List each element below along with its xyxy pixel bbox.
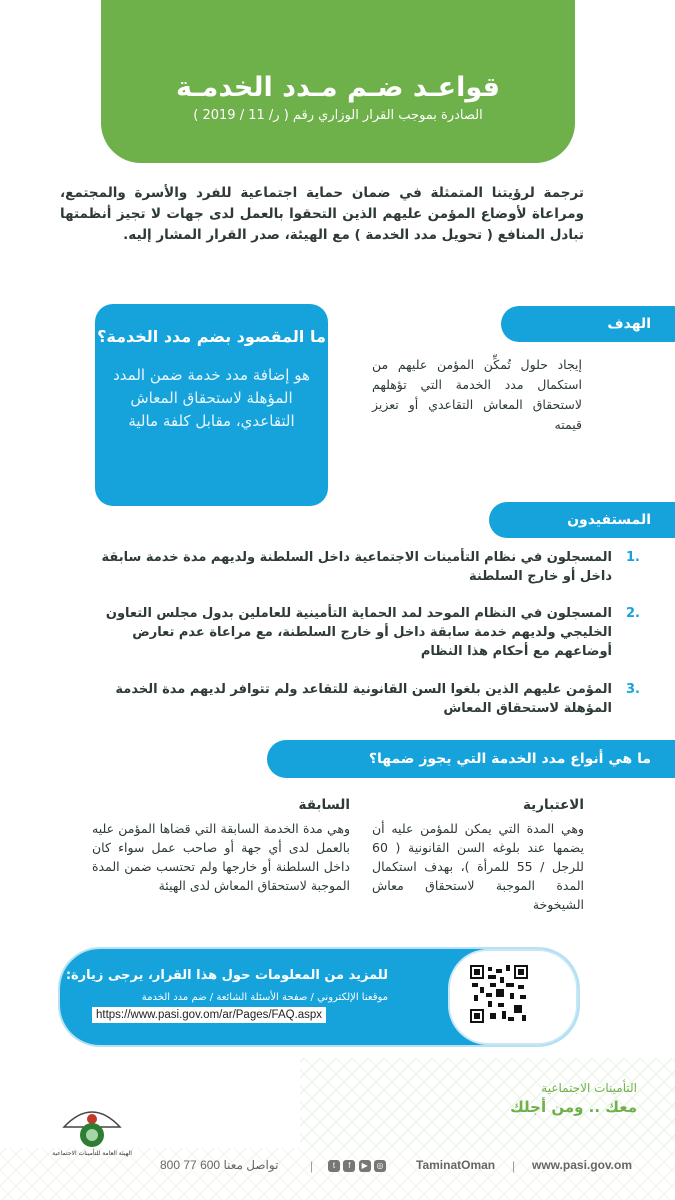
page-title: قواعـد ضـم مـدد الخدمـة bbox=[176, 72, 500, 103]
separator: | bbox=[310, 1159, 314, 1173]
notional-period bbox=[372, 796, 584, 914]
faq-link[interactable]: https://www.pasi.gov.om/ar/Pages/FAQ.aspx bbox=[92, 1007, 326, 1023]
beneficiary-item bbox=[92, 604, 640, 661]
separator: | bbox=[512, 1159, 516, 1173]
beneficiary-text: المؤمن عليهم الذين بلغوا السن القانونية للتقاعد ولم تتوافر لديهم مدة الخدمة المؤهلة لاستحقاق المعاش bbox=[115, 682, 612, 716]
twitter-icon[interactable]: t bbox=[328, 1160, 340, 1172]
goal-tab bbox=[501, 306, 675, 342]
beneficiaries-tab-label: المستفيدون bbox=[567, 512, 651, 528]
qr-code[interactable] bbox=[470, 965, 528, 1023]
slogan: معك .. ومن أجلك bbox=[510, 1098, 637, 1116]
website-link[interactable]: www.pasi.gov.om bbox=[532, 1158, 633, 1172]
callout-question: ما المقصود بضم مدد الخدمة؟ bbox=[97, 327, 326, 346]
pasi-logo bbox=[52, 1097, 132, 1161]
previous-period bbox=[92, 796, 350, 895]
header-banner bbox=[101, 0, 575, 163]
more-info-title: للمزيد من المعلومات حول هذا القرار، يرجى زيارة: bbox=[65, 968, 388, 983]
logo-caption: الهيئة العامة للتأمينات الاجتماعية bbox=[52, 1150, 132, 1157]
youtube-icon[interactable]: ▶ bbox=[359, 1160, 371, 1172]
instagram-icon[interactable]: ◎ bbox=[374, 1160, 386, 1172]
more-info-path: موقعنا الإلكتروني / صفحة الأسئلة الشائعة / ضم مدد الخدمة bbox=[141, 992, 388, 1003]
goal-tab-label: الهدف bbox=[607, 316, 651, 332]
social-icons bbox=[328, 1158, 386, 1172]
beneficiary-item bbox=[92, 548, 640, 586]
facebook-icon[interactable]: f bbox=[343, 1160, 355, 1172]
contact-phone[interactable]: تواصل معنا 600 77 800 bbox=[160, 1158, 279, 1172]
previous-text: وهي مدة الخدمة السابقة التي قضاها المؤمن عليه بالعمل لدى أي جهة أو صاحب عمل سواء كان داخل السلطنة أو خارجها ولم تحتسب ضمن المدة الموجبة لاستحقاق المعاش لدى الهيئة bbox=[92, 821, 350, 893]
beneficiary-number: .3 bbox=[626, 682, 640, 697]
types-tab bbox=[267, 740, 675, 778]
beneficiary-text: المسجلون في نظام التأمينات الاجتماعية داخل السلطنة ولديهم مدة خدمة سابقة داخل أو خارج السلطنة bbox=[101, 550, 612, 584]
org-name: التأمينات الاجتماعية bbox=[541, 1081, 637, 1095]
beneficiary-item bbox=[92, 680, 640, 718]
goal-text: إيجاد حلول تُمكِّن المؤمن عليهم من استكمال مدد الخدمة التي تؤهلهم لاستحقاق المعاش التقاعدي أو تعزيز قيمته bbox=[372, 357, 582, 432]
social-handle[interactable]: TaminatOman bbox=[416, 1158, 496, 1172]
beneficiaries-tab bbox=[489, 502, 675, 538]
beneficiary-text: المسجلون في النظام الموحد لمد الحماية التأمينية للعاملين بدول مجلس التعاون الخليجي ولديهم خدمة سابقة داخل أو خارج السلطنة، مع مراعاة عدم تعارض أوضاعهم مع أحكام هذا النظام bbox=[105, 606, 612, 659]
notional-title: الاعتبارية bbox=[522, 797, 584, 813]
beneficiary-number: .1 bbox=[626, 550, 640, 565]
intro-paragraph: ترجمة لرؤيتنا المتمثلة في ضمان حماية اجتماعية للفرد والأسرة والمجتمع، ومراعاة لأوضاع المؤمن عليهم الذين التحقوا بالعمل لدى جهات لا تجيز أنظمتها تبادل المنافع ( تحويل مدد الخدمة ) مع الهيئة، صدر القرار المشار إليه. bbox=[60, 185, 584, 243]
previous-title: السابقة bbox=[298, 797, 350, 813]
types-tab-label: ما هي أنواع مدد الخدمة التي يجوز ضمها؟ bbox=[368, 751, 651, 767]
definition-callout bbox=[95, 304, 328, 506]
contact-bar bbox=[160, 1158, 650, 1174]
beneficiary-number: .2 bbox=[626, 606, 640, 621]
notional-text: وهي المدة التي يمكن للمؤمن عليه أن يضمها عند بلوغه السن القانونية ( 60 للرجل / 55 للمرأة )، بهدف استكمال المدة الموجبة لاستحقاق معاش الشيخوخة bbox=[372, 821, 584, 912]
page-subtitle: الصادرة بموجب القرار الوزاري رقم ( ر/ 11 / 2019 ) bbox=[193, 108, 483, 123]
callout-answer: هو إضافة مدد خدمة ضمن المدد المؤهلة لاستحقاق المعاش التقاعدي، مقابل كلفة مالية bbox=[113, 366, 310, 430]
